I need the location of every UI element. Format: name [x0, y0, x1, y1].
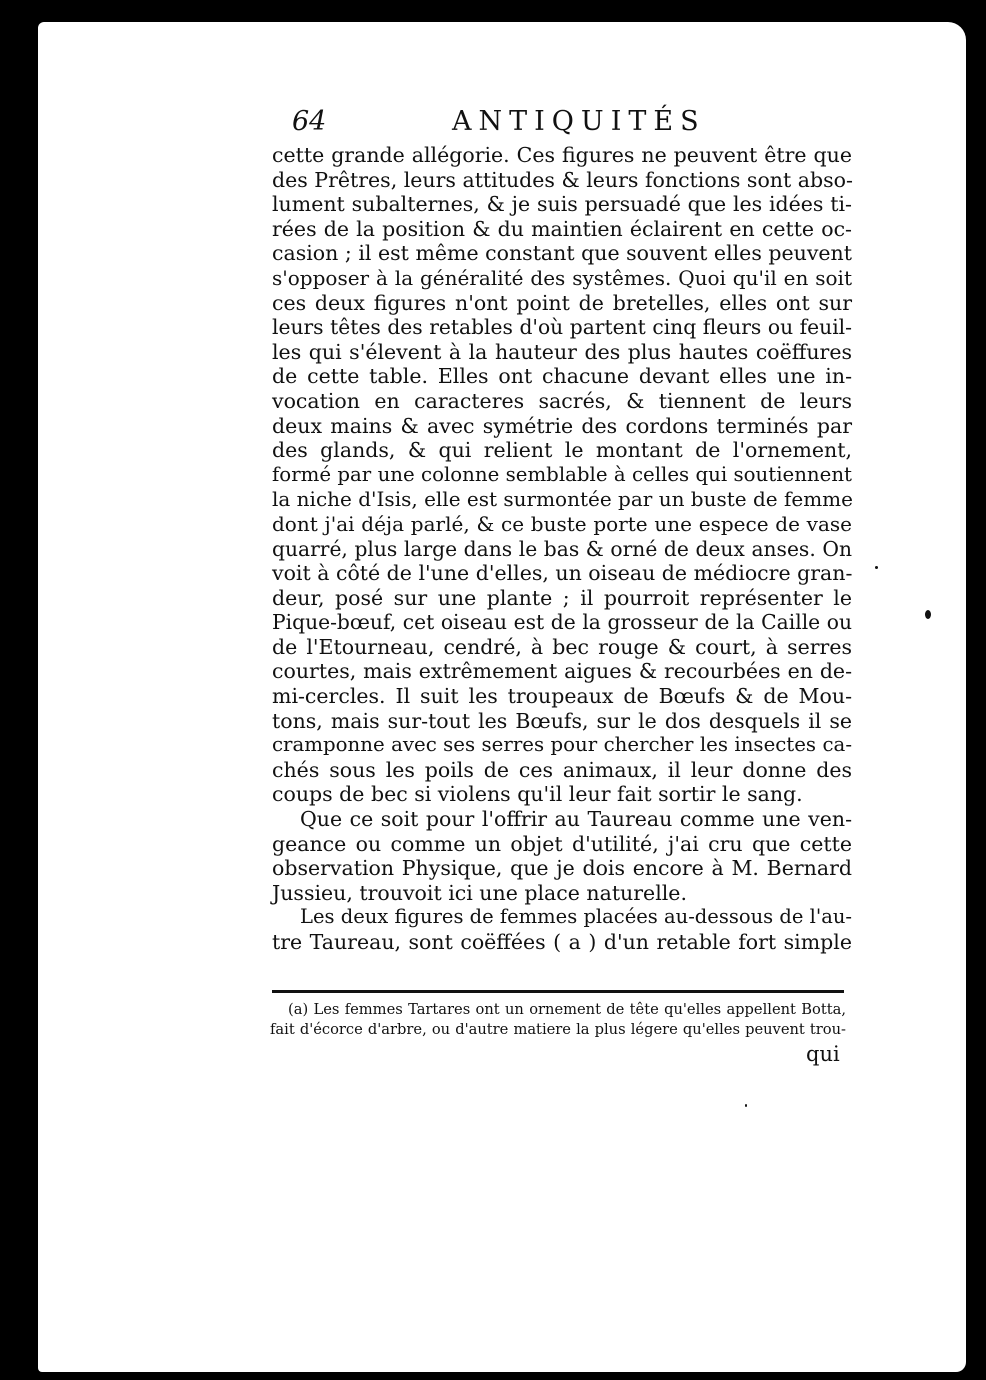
text-line: Pique-bœuf, cet oiseau est de la grosseur de la Caille ou [272, 610, 852, 635]
text-line: des Prêtres, leurs attitudes & leurs fonctions sont abso- [272, 167, 853, 192]
text-line: courtes, mais extrêmement aigues & recourbées en de- [272, 659, 852, 684]
text-line: tre Taureau, sont coëffées ( a ) d'un retable fort simple [272, 930, 852, 954]
text-line: deur, posé sur une plante ; il pourroit représenter le [272, 585, 852, 610]
text-line: dont j'ai déja parlé, & ce buste porte une espece de vase [272, 511, 852, 536]
catchword: qui [806, 1042, 840, 1066]
text-line: cette grande allégorie. Ces figures ne peuvent être que [272, 143, 852, 167]
text-line: observation Physique, que je dois encore à M. Bernard [272, 856, 852, 881]
text-line: voit à côté de l'une d'elles, un oiseau de médiocre gran- [272, 561, 853, 586]
ink-speck [875, 566, 878, 569]
text-line: casion ; il est même constant que souvent elles peuvent [272, 241, 852, 266]
footnote-rule [272, 990, 844, 993]
text-line: quarré, plus large dans le bas & orné de deux anses. On [272, 536, 852, 561]
text-line: vocation en caracteres sacrés, & tiennent de leurs [272, 388, 852, 413]
text-line: geance ou comme un objet d'utilité, j'ai cru que cette [272, 831, 852, 856]
text-line: deux mains & avec symétrie des cordons terminés par [272, 413, 852, 438]
text-line: formé par une colonne semblable à celles qui soutiennent [272, 462, 852, 486]
running-title: ANTIQUITÉS [452, 106, 706, 137]
text-line: leurs têtes des retables d'où partent cinq fleurs ou feuil- [272, 315, 852, 340]
page-number: 64 [292, 106, 327, 137]
text-line-paragraph-start: Que ce soit pour l'offrir au Taureau comme une ven- [300, 807, 852, 832]
ink-speck [925, 610, 931, 619]
text-line: s'opposer à la généralité des systêmes. Quoi qu'il en soit [272, 265, 852, 290]
text-line-paragraph-end: coups de bec si violens qu'il leur fait sortir le sang. [272, 782, 803, 807]
text-line-paragraph-end: Jussieu, trouvoit ici une place naturelle. [272, 880, 687, 905]
text-line: des glands, & qui relient le montant de l'ornement, [272, 438, 852, 463]
text-line: de cette table. Elles ont chacune devant elles une in- [272, 364, 852, 389]
text-line: cramponne avec ses serres pour chercher les insectes ca- [272, 733, 852, 757]
text-line: mi-cercles. Il suit les troupeaux de Bœufs & de Mou- [272, 684, 852, 709]
page-header [292, 106, 852, 146]
text-line-paragraph-start: Les deux figures de femmes placées au-dessous de l'au- [300, 905, 852, 929]
ink-speck [745, 1104, 747, 1107]
body-text [272, 143, 852, 955]
text-line: de l'Etourneau, cendré, à bec rouge & court, à serres [272, 634, 852, 659]
text-line: la niche d'Isis, elle est surmontée par un buste de femme [272, 487, 853, 512]
text-line: rées de la position & du maintien éclairent en cette oc- [272, 216, 852, 241]
footnote [270, 1000, 846, 1040]
footnote-line: fait d'écorce d'arbre, ou d'autre matiere la plus légere qu'elles peuvent trou- [270, 1021, 846, 1038]
text-line: chés sous les poils de ces animaux, il leur donne des [272, 757, 852, 782]
text-line: les qui s'élevent à la hauteur des plus hautes coëffures [272, 339, 852, 364]
text-line: lument subalternes, & je suis persuadé que les idées ti- [272, 192, 852, 217]
footnote-line: (a) Les femmes Tartares ont un ornement de tête qu'elles appellent Botta, [288, 1001, 846, 1018]
text-line: ces deux figures n'ont point de bretelles, elles ont sur [272, 290, 852, 315]
text-line: tons, mais sur-tout les Bœufs, sur le dos desquels il se [272, 708, 852, 733]
